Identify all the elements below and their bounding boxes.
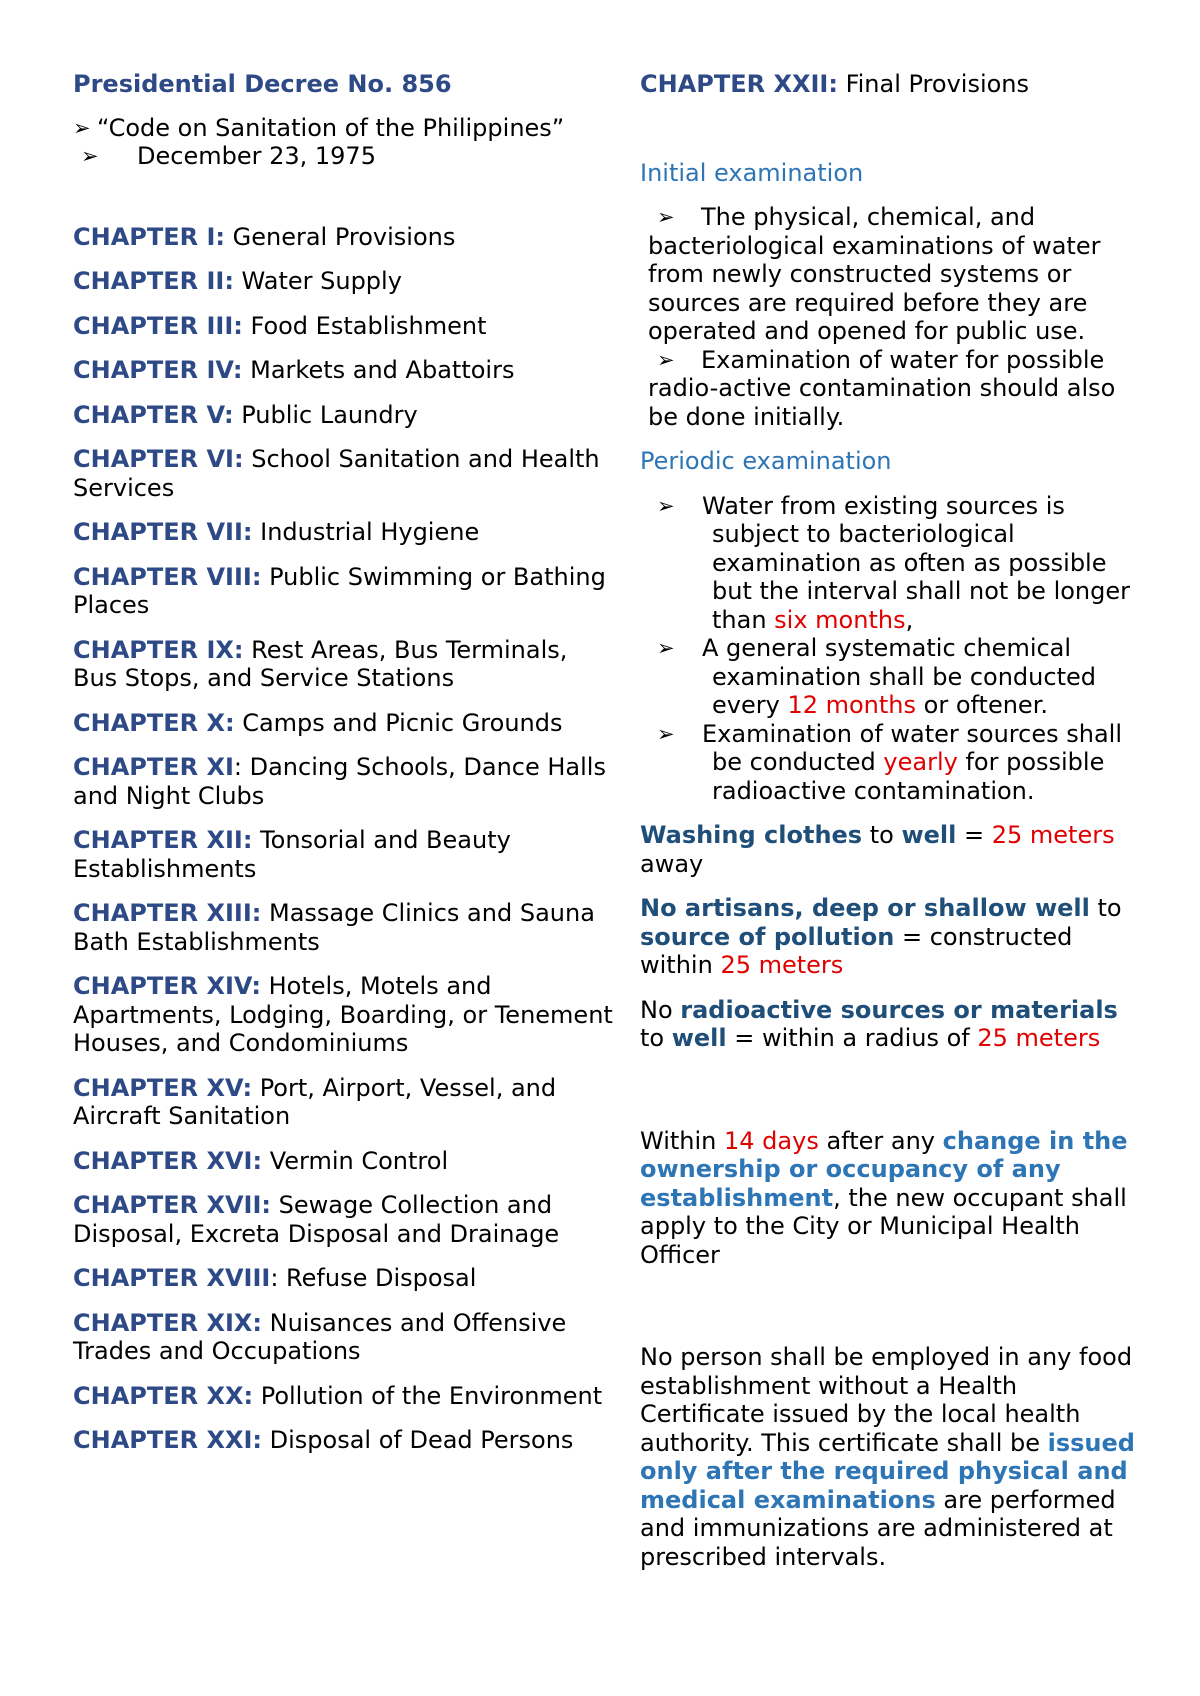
rule-text: , the new occupant shall apply to the City or Municipal Health Officer <box>640 1183 1127 1269</box>
chapter-label: CHAPTER XVII: <box>73 1191 271 1219</box>
rule-text: to <box>862 821 902 849</box>
chapter-label: CHAPTER III: <box>73 311 243 340</box>
radioactive-rule <box>640 996 1140 1053</box>
chapter-title: Final Provisions <box>837 70 1030 98</box>
rule-term: source of pollution <box>640 922 895 951</box>
chapter-title: Camps and Picnic Grounds <box>234 708 563 737</box>
rule-term: well <box>671 1024 727 1052</box>
chapter-title: Water Supply <box>233 267 402 295</box>
chapter-title: : Refuse Disposal <box>270 1264 477 1292</box>
chapter-label: CHAPTER XXI: <box>73 1426 262 1454</box>
chapter-title: Public Laundry <box>233 400 418 429</box>
page-title: Presidential Decree No. 856 <box>73 70 452 98</box>
list-item <box>73 142 613 171</box>
list-item <box>640 203 1140 346</box>
rule-term: issued only after the required physical and medical examinations <box>640 1428 1135 1514</box>
periodic-bullet-text: A general systematic chemical examination shall be conducted every <box>702 634 1096 719</box>
chapter-label: CHAPTER XVI: <box>73 1146 263 1175</box>
chapter-title: Sewage Collection and Disposal, Excreta Disposal and Drainage <box>73 1191 560 1248</box>
periodic-bullet-text: or oftener. <box>916 691 1048 719</box>
list-item <box>640 346 1140 432</box>
chapter-label: CHAPTER XXII: <box>640 70 838 98</box>
chapter-item <box>73 636 613 693</box>
periodic-bullet-text: Examination of water sources shall be conducted <box>702 719 1122 776</box>
rule-text: to <box>1089 894 1122 922</box>
well-pollution-rule <box>640 894 1140 980</box>
chapter-item <box>73 518 613 547</box>
chapter-item <box>73 223 613 252</box>
chapter-item <box>73 267 613 296</box>
chapter-label: CHAPTER XIX: <box>73 1308 262 1337</box>
right-column <box>640 70 1140 1571</box>
distance-highlight: 25 meters <box>720 951 844 979</box>
chapter-label: CHAPTER VII: <box>73 518 253 546</box>
chapter-item <box>73 1382 613 1411</box>
chapter-title: Massage Clinics and Sauna Bath Establishments <box>73 899 595 956</box>
rule-term: No artisans, deep or shallow well <box>640 894 1090 922</box>
periodic-examination-heading: Periodic examination <box>640 447 892 475</box>
chapter-label: CHAPTER IX: <box>73 635 244 664</box>
health-certificate-rule <box>640 1343 1140 1571</box>
intro-date: December 23, 1975 <box>137 142 376 170</box>
arrowhead-bullet-icon: ➢ <box>81 144 99 168</box>
arrowhead-bullet-icon: ➢ <box>657 636 675 660</box>
distance-highlight: 25 meters <box>977 1024 1101 1052</box>
chapter-label: CHAPTER VI: <box>73 445 244 473</box>
chapter-label: CHAPTER XV: <box>73 1073 253 1102</box>
chapter-item <box>73 899 613 956</box>
rule-term: well <box>901 821 957 849</box>
list-item <box>73 114 613 143</box>
chapter-label: CHAPTER I: <box>73 222 225 251</box>
chapter-item <box>640 70 1140 99</box>
chapter-label: CHAPTER VIII: <box>73 562 262 591</box>
periodic-bullet-text: for possible radioactive contamination. <box>712 748 1105 805</box>
rule-text: away <box>640 849 704 878</box>
rule-text: are performed and immunizations are administered at prescribed intervals. <box>640 1485 1116 1571</box>
chapter-label: CHAPTER X: <box>73 708 235 737</box>
periodic-bullet-list <box>640 492 1140 806</box>
ownership-change-rule <box>640 1127 1140 1270</box>
chapter-item <box>73 826 613 883</box>
arrowhead-bullet-icon: ➢ <box>73 115 91 140</box>
chapter-title: Vermin Control <box>262 1146 449 1175</box>
washing-clothes-rule <box>640 821 1140 878</box>
chapter-item <box>73 1074 613 1131</box>
initial-bullet-text: The physical, chemical, and bacteriological examinations of water from newly constructed systems or sources are required before they are operated and opened for public use. <box>648 203 1101 345</box>
chapter-item <box>73 753 613 810</box>
rule-text: No person shall be employed in any food establishment without a Health Certificate issued by the local health authority. This certificate shall be <box>640 1343 1133 1457</box>
rule-text: to <box>640 1024 672 1052</box>
chapter-item <box>73 1309 613 1366</box>
twelve-months-highlight: 12 months <box>787 691 917 719</box>
list-item <box>640 720 1140 806</box>
chapter-label: CHAPTER XII: <box>73 826 253 854</box>
six-months-highlight: six months <box>774 605 906 634</box>
arrowhead-bullet-icon: ➢ <box>657 493 675 518</box>
intro-code-name: “Code on Sanitation of the Philippines” <box>97 113 565 142</box>
chapter-title: Rest Areas, Bus Terminals, Bus Stops, and Service Stations <box>73 635 568 692</box>
rule-text: = <box>956 821 992 849</box>
rule-term: Washing clothes <box>640 821 863 849</box>
initial-bullet-list <box>640 203 1140 431</box>
chapter-item <box>73 972 613 1058</box>
chapter-title: School Sanitation and Health Services <box>73 445 600 502</box>
chapter-label: CHAPTER XX: <box>73 1381 254 1410</box>
chapter-title: : Dancing Schools, Dance Halls and Night Clubs <box>73 753 606 810</box>
intro-bullet-list <box>73 114 613 171</box>
chapter-title: Industrial Hygiene <box>252 518 480 546</box>
rule-text: = constructed within <box>640 922 1073 979</box>
arrowhead-bullet-icon: ➢ <box>657 721 675 746</box>
chapter-item <box>73 563 613 620</box>
chapter-title: Food Establishment <box>242 311 487 340</box>
chapter-title: Tonsorial and Beauty Establishments <box>73 826 511 883</box>
chapter-item <box>73 312 613 341</box>
rule-text: Within <box>640 1126 724 1155</box>
chapter-item <box>73 1147 613 1176</box>
chapter-label: CHAPTER IV: <box>73 356 243 384</box>
chapter-title: Disposal of Dead Persons <box>262 1426 574 1454</box>
chapter-item <box>73 445 613 502</box>
rule-text: after any <box>818 1126 943 1155</box>
chapter-label: CHAPTER XI <box>73 753 234 781</box>
chapter-label: CHAPTER II: <box>73 267 234 295</box>
chapter-item <box>73 1264 613 1293</box>
rule-term: change in the ownership or occupancy of any establishment <box>640 1126 1128 1212</box>
distance-highlight: 25 meters <box>991 821 1115 849</box>
chapter-item <box>73 709 613 738</box>
list-item <box>640 634 1140 720</box>
chapter-label: CHAPTER XVIII <box>73 1264 271 1292</box>
periodic-bullet-text: Water from existing sources is subject to bacteriological examination as often as possible but the interval shall not be longer than <box>702 491 1131 634</box>
periodic-bullet-text: , <box>905 605 914 634</box>
chapter-title: Port, Airport, Vessel, and Aircraft Sanitation <box>73 1073 557 1130</box>
chapter-title: Public Swimming or Bathing Places <box>73 562 606 619</box>
initial-bullet-text: Examination of water for possible radio-active contamination should also be done initially. <box>648 345 1116 431</box>
chapter-title: Hotels, Motels and Apartments, Lodging, Boarding, or Tenement Houses, and Condominiums <box>73 972 613 1057</box>
days-highlight: 14 days <box>724 1126 819 1155</box>
chapter-item <box>73 1426 613 1455</box>
list-item <box>640 492 1140 635</box>
rule-term: radioactive sources or materials <box>680 995 1118 1024</box>
rule-text: = within a radius of <box>726 1024 978 1052</box>
yearly-highlight: yearly <box>883 748 958 776</box>
chapter-title: Markets and Abattoirs <box>242 356 515 384</box>
initial-examination-heading: Initial examination <box>640 158 864 187</box>
chapter-label: CHAPTER XIV: <box>73 972 261 1000</box>
chapter-label: CHAPTER V: <box>73 400 234 429</box>
chapter-item <box>73 1191 613 1248</box>
left-column <box>73 70 613 1471</box>
chapter-item <box>73 401 613 430</box>
arrowhead-bullet-icon: ➢ <box>657 205 675 229</box>
rule-text: No <box>640 995 681 1024</box>
chapter-label: CHAPTER XIII: <box>73 899 262 927</box>
chapter-title: General Provisions <box>225 222 456 251</box>
chapter-title: Nuisances and Offensive Trades and Occupations <box>73 1308 567 1365</box>
arrowhead-bullet-icon: ➢ <box>657 347 675 372</box>
chapter-title: Pollution of the Environment <box>253 1381 603 1410</box>
chapter-item <box>73 356 613 385</box>
